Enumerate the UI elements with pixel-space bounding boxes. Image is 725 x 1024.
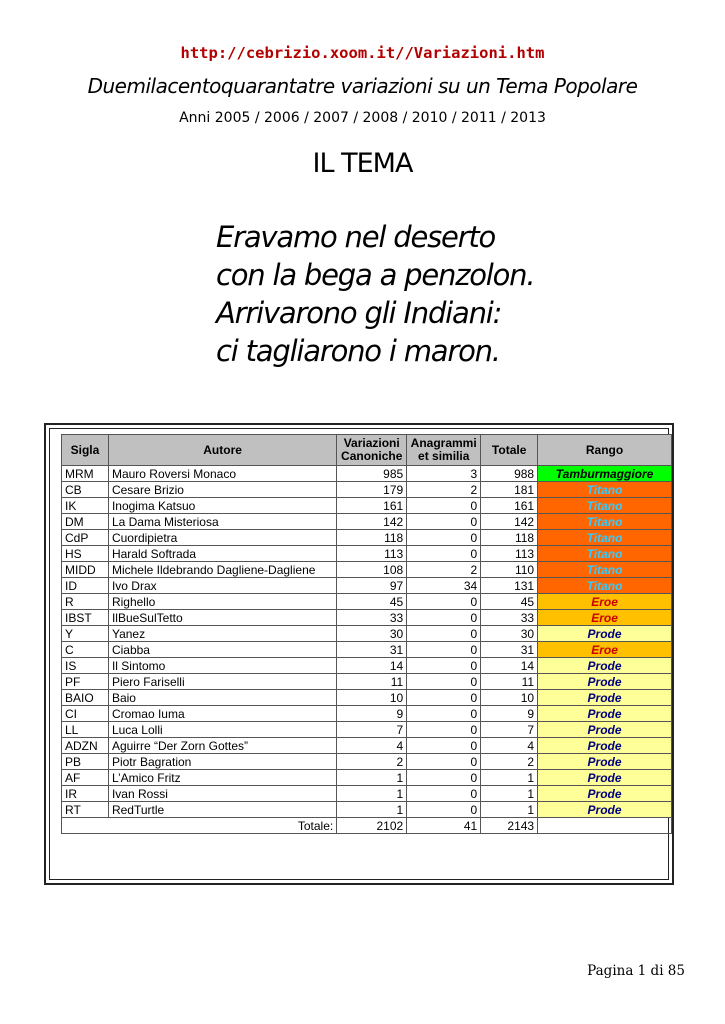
cell-totale: 10 xyxy=(481,690,538,706)
cell-sigla: CB xyxy=(62,482,109,498)
cell-totale: 14 xyxy=(481,658,538,674)
table-row xyxy=(62,562,672,578)
table-row xyxy=(62,594,672,610)
cell-sigla: R xyxy=(62,594,109,610)
cell-autore: Harald Softrada xyxy=(108,546,336,562)
cell-totale: 45 xyxy=(481,594,538,610)
cell-sigla: MRM xyxy=(62,466,109,482)
cell-totale: 142 xyxy=(481,514,538,530)
cell-anagrammi: 0 xyxy=(407,546,481,562)
cell-anagrammi: 0 xyxy=(407,802,481,818)
cell-canoniche: 118 xyxy=(337,530,407,546)
table-body xyxy=(62,466,672,818)
cell-autore: Piotr Bagration xyxy=(108,754,336,770)
cell-canoniche: 985 xyxy=(337,466,407,482)
cell-totale: 7 xyxy=(481,722,538,738)
cell-sigla: ID xyxy=(62,578,109,594)
cell-anagrammi: 0 xyxy=(407,498,481,514)
cell-totale: 161 xyxy=(481,498,538,514)
cell-autore: Baio xyxy=(108,690,336,706)
cell-anagrammi: 0 xyxy=(407,738,481,754)
cell-rango: Eroe xyxy=(538,642,672,658)
cell-anagrammi: 0 xyxy=(407,722,481,738)
cell-canoniche: 2 xyxy=(337,754,407,770)
cell-canoniche: 4 xyxy=(337,738,407,754)
cell-autore: Ivo Drax xyxy=(108,578,336,594)
cell-canoniche: 161 xyxy=(337,498,407,514)
cell-anagrammi: 0 xyxy=(407,674,481,690)
cell-totale: 110 xyxy=(481,562,538,578)
cell-rango: Prode xyxy=(538,626,672,642)
cell-anagrammi: 3 xyxy=(407,466,481,482)
cell-totale: 118 xyxy=(481,530,538,546)
cell-autore: Ciabba xyxy=(108,642,336,658)
header-anagrammi: Anagrammi et similia xyxy=(407,435,481,466)
header-variazioni-canoniche: Variazioni Canoniche xyxy=(337,435,407,466)
cell-anagrammi: 2 xyxy=(407,482,481,498)
cell-totale: 988 xyxy=(481,466,538,482)
page-number: Pagina 1 di 85 xyxy=(587,963,685,979)
cell-anagrammi: 0 xyxy=(407,770,481,786)
cell-rango: Titano xyxy=(538,530,672,546)
cell-autore: Michele Ildebrando Dagliene-Dagliene xyxy=(108,562,336,578)
cell-rango: Tamburmaggiore xyxy=(538,466,672,482)
cell-rango: Prode xyxy=(538,786,672,802)
cell-anagrammi: 0 xyxy=(407,690,481,706)
cell-autore: Il Sintomo xyxy=(108,658,336,674)
cell-totale: 1 xyxy=(481,770,538,786)
cell-rango: Titano xyxy=(538,546,672,562)
cell-totale: 131 xyxy=(481,578,538,594)
table-row xyxy=(62,738,672,754)
header-autore: Autore xyxy=(108,435,336,466)
cell-sigla: IK xyxy=(62,498,109,514)
cell-rango: Prode xyxy=(538,674,672,690)
header-rango: Rango xyxy=(538,435,672,466)
cell-rango: Prode xyxy=(538,706,672,722)
totals-canoniche: 2102 xyxy=(337,818,407,834)
cell-anagrammi: 0 xyxy=(407,530,481,546)
cell-rango: Prode xyxy=(538,690,672,706)
cell-canoniche: 31 xyxy=(337,642,407,658)
cell-sigla: IS xyxy=(62,658,109,674)
header-sigla: Sigla xyxy=(62,435,109,466)
cell-canoniche: 179 xyxy=(337,482,407,498)
table-row xyxy=(62,658,672,674)
document-subtitle: Duemilacentoquarantatre variazioni su un Tema Popolare xyxy=(87,74,638,98)
cell-sigla: CI xyxy=(62,706,109,722)
cell-sigla: IR xyxy=(62,786,109,802)
cell-totale: 2 xyxy=(481,754,538,770)
cell-rango: Prode xyxy=(538,770,672,786)
source-url[interactable]: http://cebrizio.xoom.it//Variazioni.htm xyxy=(180,44,545,62)
cell-autore: Luca Lolli xyxy=(108,722,336,738)
table-row xyxy=(62,786,672,802)
cell-rango: Prode xyxy=(538,802,672,818)
cell-autore: Cuordipietra xyxy=(108,530,336,546)
cell-autore: Inogima Katsuo xyxy=(108,498,336,514)
cell-autore: La Dama Misteriosa xyxy=(108,514,336,530)
poem-line: Eravamo nel deserto xyxy=(216,220,496,254)
table-row xyxy=(62,770,672,786)
cell-canoniche: 1 xyxy=(337,770,407,786)
cell-rango: Titano xyxy=(538,562,672,578)
cell-anagrammi: 0 xyxy=(407,786,481,802)
cell-sigla: PB xyxy=(62,754,109,770)
cell-totale: 31 xyxy=(481,642,538,658)
cell-autore: Piero Fariselli xyxy=(108,674,336,690)
cell-autore: Aguirre “Der Zorn Gottes” xyxy=(108,738,336,754)
cell-canoniche: 1 xyxy=(337,786,407,802)
cell-canoniche: 45 xyxy=(337,594,407,610)
cell-canoniche: 30 xyxy=(337,626,407,642)
table-row xyxy=(62,578,672,594)
cell-canoniche: 108 xyxy=(337,562,407,578)
poem xyxy=(216,218,656,370)
cell-rango: Titano xyxy=(538,514,672,530)
tema-title: IL TEMA xyxy=(312,148,413,179)
cell-rango: Prode xyxy=(538,658,672,674)
totals-row xyxy=(62,818,672,834)
cell-sigla: DM xyxy=(62,514,109,530)
cell-totale: 30 xyxy=(481,626,538,642)
cell-anagrammi: 0 xyxy=(407,626,481,642)
cell-anagrammi: 34 xyxy=(407,578,481,594)
cell-rango: Eroe xyxy=(538,610,672,626)
cell-sigla: C xyxy=(62,642,109,658)
table-row xyxy=(62,466,672,482)
cell-sigla: HS xyxy=(62,546,109,562)
cell-sigla: IBST xyxy=(62,610,109,626)
cell-anagrammi: 0 xyxy=(407,754,481,770)
cell-autore: Ivan Rossi xyxy=(108,786,336,802)
totals-empty-cell xyxy=(538,818,672,834)
cell-rango: Titano xyxy=(538,578,672,594)
table-row xyxy=(62,690,672,706)
table-row xyxy=(62,802,672,818)
poem-line: ci tagliarono i maron. xyxy=(216,334,500,368)
cell-sigla: RT xyxy=(62,802,109,818)
cell-anagrammi: 0 xyxy=(407,706,481,722)
cell-totale: 181 xyxy=(481,482,538,498)
cell-autore: Cromao Iuma xyxy=(108,706,336,722)
totals-label: Totale: xyxy=(62,818,337,834)
cell-autore: RedTurtle xyxy=(108,802,336,818)
cell-rango: Prode xyxy=(538,722,672,738)
cell-autore: L’Amico Fritz xyxy=(108,770,336,786)
table-header-row xyxy=(62,435,672,466)
table-row xyxy=(62,674,672,690)
table-row xyxy=(62,626,672,642)
cell-sigla: Y xyxy=(62,626,109,642)
table-row xyxy=(62,706,672,722)
cell-canoniche: 10 xyxy=(337,690,407,706)
poem-line: con la bega a penzolon. xyxy=(216,258,535,292)
cell-rango: Titano xyxy=(538,482,672,498)
cell-anagrammi: 0 xyxy=(407,610,481,626)
cell-autore: Cesare Brizio xyxy=(108,482,336,498)
cell-canoniche: 97 xyxy=(337,578,407,594)
table-row xyxy=(62,546,672,562)
cell-autore: Mauro Roversi Monaco xyxy=(108,466,336,482)
cell-canoniche: 7 xyxy=(337,722,407,738)
table-row xyxy=(62,722,672,738)
cell-canoniche: 33 xyxy=(337,610,407,626)
cell-totale: 113 xyxy=(481,546,538,562)
cell-totale: 33 xyxy=(481,610,538,626)
cell-autore: Righello xyxy=(108,594,336,610)
cell-totale: 1 xyxy=(481,786,538,802)
header-totale: Totale xyxy=(481,435,538,466)
totals-anagrammi: 41 xyxy=(407,818,481,834)
years-line: Anni 2005 / 2006 / 2007 / 2008 / 2010 / 2011 / 2013 xyxy=(179,110,546,126)
table-row xyxy=(62,754,672,770)
cell-anagrammi: 0 xyxy=(407,658,481,674)
table-row xyxy=(62,482,672,498)
cell-totale: 1 xyxy=(481,802,538,818)
cell-sigla: BAIO xyxy=(62,690,109,706)
ranking-table xyxy=(61,434,672,834)
table-row xyxy=(62,514,672,530)
cell-sigla: PF xyxy=(62,674,109,690)
cell-anagrammi: 0 xyxy=(407,594,481,610)
cell-anagrammi: 0 xyxy=(407,642,481,658)
cell-autore: Yanez xyxy=(108,626,336,642)
cell-canoniche: 113 xyxy=(337,546,407,562)
cell-totale: 11 xyxy=(481,674,538,690)
poem-line: Arrivarono gli Indiani: xyxy=(216,296,502,330)
cell-canoniche: 1 xyxy=(337,802,407,818)
table-row xyxy=(62,642,672,658)
cell-sigla: ADZN xyxy=(62,738,109,754)
cell-rango: Eroe xyxy=(538,594,672,610)
cell-sigla: CdP xyxy=(62,530,109,546)
cell-canoniche: 11 xyxy=(337,674,407,690)
table-row xyxy=(62,530,672,546)
cell-rango: Prode xyxy=(538,738,672,754)
cell-sigla: AF xyxy=(62,770,109,786)
cell-anagrammi: 2 xyxy=(407,562,481,578)
cell-canoniche: 9 xyxy=(337,706,407,722)
table-row xyxy=(62,498,672,514)
table-frame xyxy=(44,423,674,885)
cell-rango: Prode xyxy=(538,754,672,770)
cell-anagrammi: 0 xyxy=(407,514,481,530)
cell-sigla: MIDD xyxy=(62,562,109,578)
table-row xyxy=(62,610,672,626)
cell-autore: IlBueSulTetto xyxy=(108,610,336,626)
cell-canoniche: 14 xyxy=(337,658,407,674)
cell-sigla: LL xyxy=(62,722,109,738)
cell-totale: 9 xyxy=(481,706,538,722)
cell-rango: Titano xyxy=(538,498,672,514)
cell-canoniche: 142 xyxy=(337,514,407,530)
totals-totale: 2143 xyxy=(481,818,538,834)
cell-totale: 4 xyxy=(481,738,538,754)
